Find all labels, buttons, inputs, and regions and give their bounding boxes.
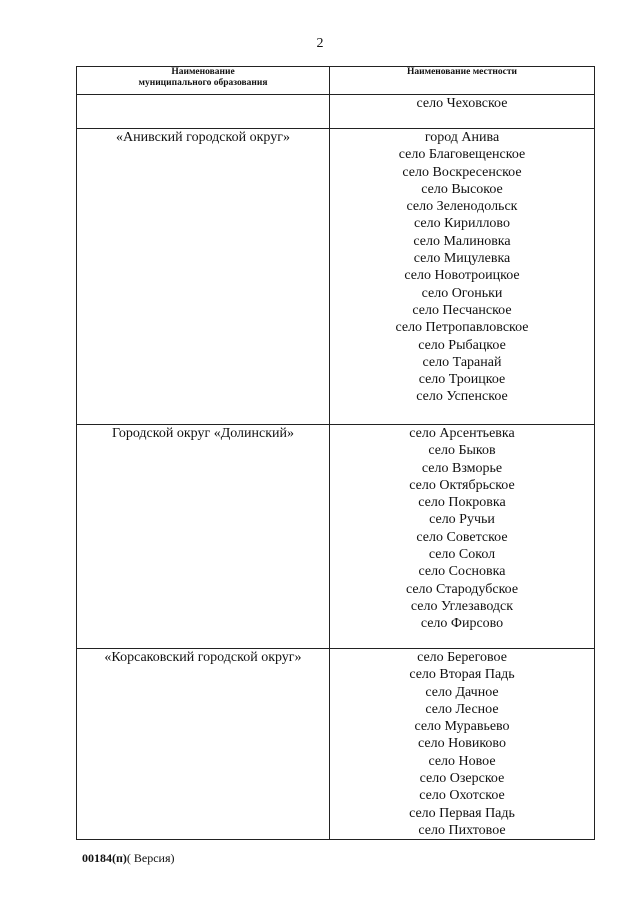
table-row [77, 95, 595, 129]
locality-list [330, 95, 595, 129]
header-municipality-line1: Наименование [171, 67, 235, 77]
document-footer [82, 851, 175, 866]
locality-name: село Озерское [419, 771, 505, 787]
locality-name: село Новое [428, 753, 496, 769]
locality-name: село Октябрьское [409, 477, 515, 493]
locality-name: село Лесное [425, 701, 499, 717]
municipality-name: «Анивский городской округ» [77, 129, 330, 425]
locality-name: село Песчанское [412, 302, 512, 318]
locality-name: село Советское [416, 529, 508, 545]
locality-name: село Вторая Падь [409, 667, 515, 683]
locality-name: село Сокол [428, 547, 496, 563]
locality-list [330, 425, 595, 649]
locality-name: село Зеленодольск [406, 199, 518, 215]
locality-name: село Успенское [416, 389, 508, 405]
locality-list [330, 649, 595, 840]
municipality-name: «Корсаковский городской округ» [77, 649, 330, 840]
locality-name: село Первая Падь [409, 805, 515, 821]
locality-name: село Новотроицкое [404, 268, 520, 284]
locality-name: село Кириллово [414, 216, 510, 232]
table-row [77, 129, 595, 425]
document-version: ( Версия) [126, 851, 175, 865]
locality-list [330, 129, 595, 425]
locality-name: село Дачное [425, 684, 499, 700]
locality-name: село Фирсово [420, 616, 504, 632]
locality-name: село Чеховское [416, 96, 508, 111]
locality-name: село Быков [428, 443, 496, 459]
locality-name: село Высокое [421, 181, 503, 197]
header-municipality-line2: муниципального образования [138, 78, 268, 88]
table-row [77, 649, 595, 840]
locality-name: село Береговое [417, 650, 507, 665]
locality-name: село Охотское [419, 788, 505, 804]
page-number: 2 [316, 36, 324, 51]
locality-name: село Муравьево [414, 719, 510, 735]
locality-name: город Анива [424, 130, 500, 145]
locality-name: село Арсентьевка [409, 426, 515, 441]
table-row [77, 425, 595, 649]
municipality-name [77, 95, 330, 129]
locality-name: село Покровка [418, 495, 506, 511]
locality-name: село Воскресенское [402, 164, 522, 180]
locality-name: село Троицкое [418, 372, 506, 388]
header-municipality [77, 67, 330, 95]
locality-name: село Малиновка [413, 233, 511, 249]
locality-name: село Мицулевка [413, 251, 511, 267]
locality-name: село Стародубское [405, 581, 519, 597]
table-header-row [77, 67, 595, 95]
localities-table [76, 66, 595, 840]
locality-name: село Взморье [421, 460, 503, 476]
locality-name: село Ручьи [429, 512, 495, 528]
locality-name: село Углезаводск [410, 598, 514, 614]
locality-name: село Рыбацкое [418, 337, 506, 353]
locality-name: село Благовещенское [398, 147, 526, 163]
locality-name: село Огоньки [421, 285, 503, 301]
locality-name: село Таранай [422, 354, 502, 370]
locality-name: село Сосновка [418, 564, 506, 580]
municipality-name: Городской округ «Долинский» [77, 425, 330, 649]
locality-name: село Петропавловское [395, 320, 529, 336]
locality-name: село Пихтовое [418, 822, 506, 838]
header-locality: Наименование местности [330, 67, 595, 95]
locality-name: село Новиково [418, 736, 506, 752]
document-code: 00184(п) [82, 851, 127, 865]
